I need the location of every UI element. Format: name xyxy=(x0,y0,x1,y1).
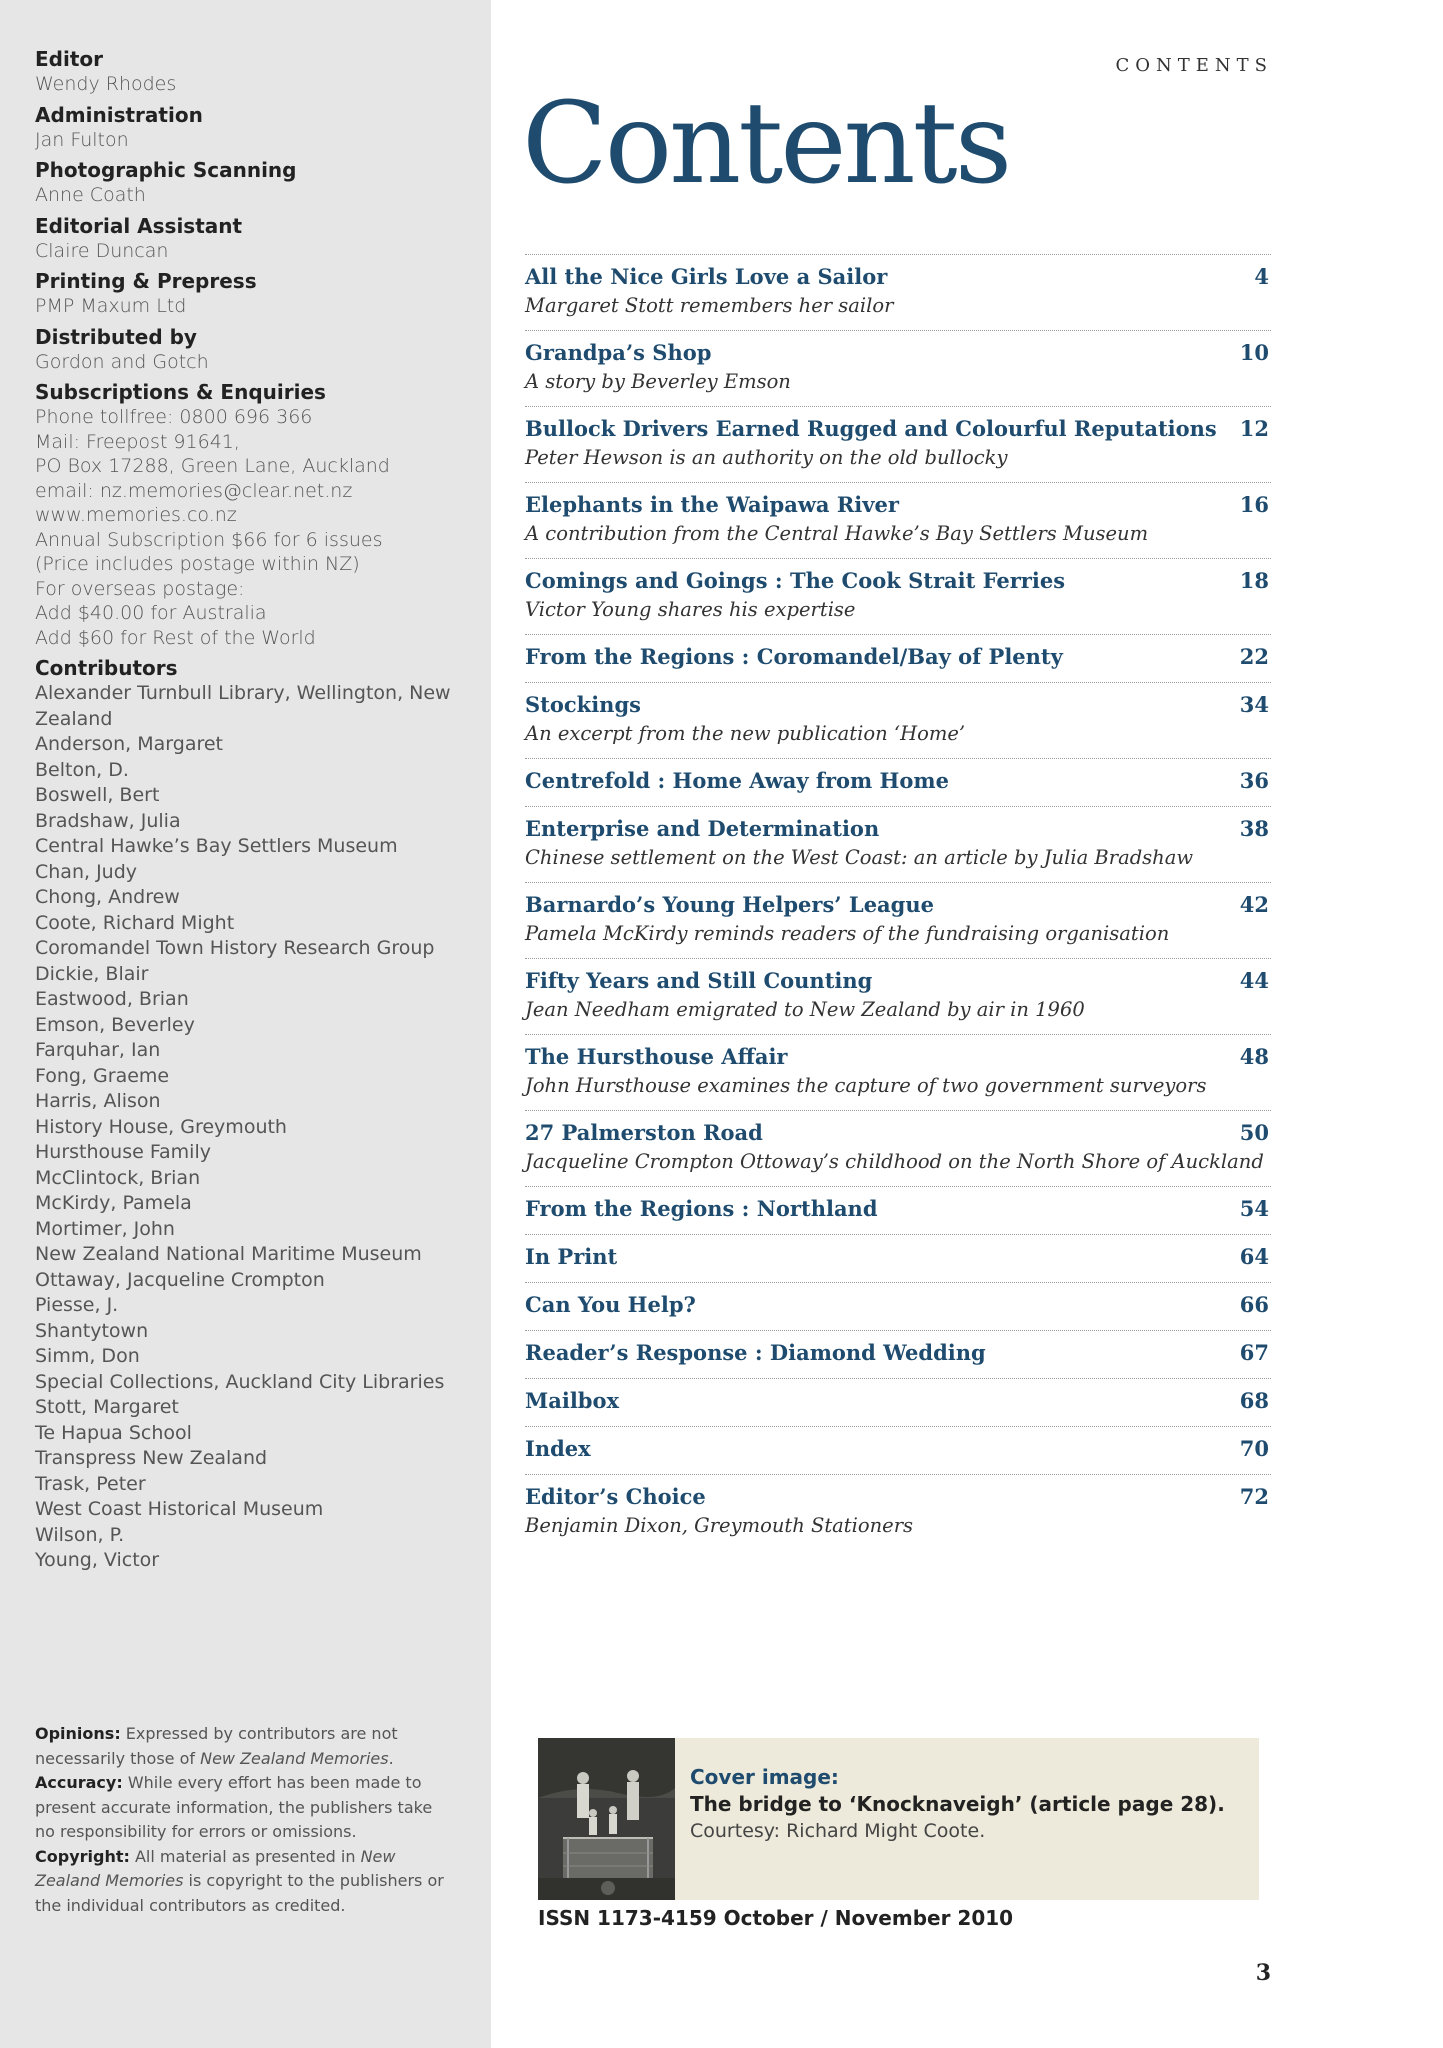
contributor-item: Trask, Peter xyxy=(35,1472,146,1495)
toc-entry-page: 44 xyxy=(1239,968,1269,993)
legal-notes xyxy=(35,1722,445,1918)
credit-value: www.memories.co.nz xyxy=(35,504,237,526)
toc-entry-subtitle: A story by Beverley Emson xyxy=(525,370,791,393)
toc-entry[interactable] xyxy=(525,406,1271,482)
contributor-item: Ottaway, Jacqueline Crompton xyxy=(35,1268,325,1291)
toc-entry[interactable] xyxy=(525,806,1271,882)
toc-entry[interactable] xyxy=(525,1234,1271,1282)
toc-entry-subtitle: Chinese settlement on the West Coast: an article by Julia Bradshaw xyxy=(525,846,1194,869)
credit-role: Photographic Scanning xyxy=(35,158,297,182)
copyright-end: is copyright to the publishers or the individual contributors as credited. xyxy=(35,1871,444,1915)
toc-entry[interactable] xyxy=(525,682,1271,758)
contributor-item: Transpress New Zealand xyxy=(35,1447,268,1469)
contributor-item: Chong, Andrew xyxy=(35,886,180,908)
toc-entry-subtitle: A contribution from the Central Hawke’s Bay Settlers Museum xyxy=(525,522,1149,545)
credit-role: Subscriptions & Enquiries xyxy=(35,380,326,404)
contributor-item: McClintock, Brian xyxy=(35,1166,201,1189)
contributor-item: Coromandel Town History Research Group xyxy=(35,937,435,959)
toc-entry-title: Elephants in the Waipawa River xyxy=(525,492,899,517)
credit-role: Editorial Assistant xyxy=(35,213,243,238)
toc-entry-title: From the Regions : Coromandel/Bay of Plenty xyxy=(525,644,1063,669)
toc-entry-subtitle: Peter Hewson is an authority on the old bullocky xyxy=(525,446,1008,469)
toc-entry[interactable] xyxy=(525,1330,1271,1378)
toc-entry-page: 16 xyxy=(1239,492,1269,517)
credit-value: Jan Fulton xyxy=(35,128,129,151)
credit-block xyxy=(35,325,455,375)
contributor-item: Young, Victor xyxy=(35,1549,160,1571)
contributor-item: Farquhar, Ian xyxy=(35,1039,161,1061)
contributor-item: Hursthouse Family xyxy=(35,1141,211,1163)
opinions-publication: New Zealand Memories xyxy=(200,1748,389,1768)
staff-credits xyxy=(35,47,455,1574)
cover-photo xyxy=(538,1738,675,1900)
toc-entry-subtitle: An excerpt from the new publication ‘Home’ xyxy=(525,722,966,745)
toc-entry[interactable] xyxy=(525,882,1271,958)
contributor-item: Eastwood, Brian xyxy=(35,988,189,1010)
toc-entry-title: Comings and Goings : The Cook Strait Ferries xyxy=(525,568,1066,593)
contributor-item: Emson, Beverley xyxy=(35,1013,195,1036)
section-label: CONTENTS xyxy=(1115,55,1273,76)
contributor-item: Belton, D. xyxy=(35,758,129,781)
toc-entry-subtitle: Benjamin Dixon, Greymouth Stationers xyxy=(525,1514,914,1537)
contributor-item: History House, Greymouth xyxy=(35,1115,287,1138)
toc-entry-subtitle: Victor Young shares his expertise xyxy=(525,598,856,621)
credit-role: Distributed by xyxy=(35,324,197,349)
issn: ISSN 1173-4159 October / November 2010 xyxy=(538,1906,1014,1930)
contributor-item: Bradshaw, Julia xyxy=(35,809,181,832)
toc-entry-page: 34 xyxy=(1239,692,1269,717)
credit-value: Wendy Rhodes xyxy=(35,73,177,95)
toc-entry-page: 22 xyxy=(1239,644,1269,669)
toc-entry[interactable] xyxy=(525,1378,1271,1426)
toc-entry-title: Enterprise and Determination xyxy=(525,816,880,841)
credit-block xyxy=(35,103,455,153)
toc-entry-title: The Hursthouse Affair xyxy=(525,1044,788,1069)
toc-entry[interactable] xyxy=(525,1034,1271,1110)
credit-role: Editor xyxy=(35,47,103,71)
opinions-end: . xyxy=(388,1748,394,1768)
toc-entry[interactable] xyxy=(525,1474,1271,1550)
accuracy-label: Accuracy: xyxy=(35,1773,123,1792)
toc-entry-title: Index xyxy=(525,1436,591,1461)
credit-value: email: nz.memories@clear.net.nz xyxy=(35,479,353,502)
credit-block xyxy=(35,158,455,208)
toc-entry[interactable] xyxy=(525,958,1271,1034)
toc-entry[interactable] xyxy=(525,1186,1271,1234)
toc-entry-title: Reader’s Response : Diamond Wedding xyxy=(525,1340,986,1365)
page-number: 3 xyxy=(1255,1960,1271,1986)
toc-entry-page: 12 xyxy=(1239,416,1269,441)
toc-entry-subtitle: Jacqueline Crompton Ottoway’s childhood on the North Shore of Auckland xyxy=(525,1150,1264,1173)
toc-entry-page: 50 xyxy=(1239,1120,1269,1145)
toc-entry-title: Mailbox xyxy=(525,1388,620,1413)
credit-value: Claire Duncan xyxy=(35,239,169,262)
cover-credit: Courtesy: Richard Might Coote. xyxy=(690,1820,986,1842)
toc-entry-page: 70 xyxy=(1239,1436,1269,1461)
toc-entry-page: 36 xyxy=(1239,768,1269,793)
toc-entry-page: 54 xyxy=(1239,1196,1269,1221)
toc-entry-title: Bullock Drivers Earned Rugged and Colourful Reputations xyxy=(525,416,1217,441)
cover-photo-illustration xyxy=(538,1738,675,1900)
toc-entry-title: Editor’s Choice xyxy=(525,1484,706,1509)
credit-value: Annual Subscription $66 for 6 issues xyxy=(35,528,383,551)
toc-entry-page: 66 xyxy=(1239,1292,1269,1317)
copyright-publication: New Zealand Memories xyxy=(35,1846,396,1890)
table-of-contents xyxy=(525,254,1271,1550)
credit-block xyxy=(35,269,455,319)
toc-entry-page: 68 xyxy=(1239,1388,1269,1413)
cover-label: Cover image: xyxy=(690,1765,839,1789)
credit-value: Mail: Freepost 91641, xyxy=(35,430,240,453)
contributor-item: Boswell, Bert xyxy=(35,784,160,806)
toc-entry-page: 10 xyxy=(1239,340,1269,365)
accuracy-text: While every effort has been made to present accurate information, the publishers take no responsibility for errors or omissions. xyxy=(35,1773,433,1841)
toc-entry-subtitle: Margaret Stott remembers her sailor xyxy=(525,294,894,317)
toc-entry-page: 38 xyxy=(1239,816,1269,841)
credit-value: PO Box 17288, Green Lane, Auckland xyxy=(35,455,390,477)
contributor-item: Alexander Turnbull Library, Wellington, New Zealand xyxy=(35,682,451,730)
credit-value: PMP Maxum Ltd xyxy=(35,295,187,317)
toc-entry[interactable] xyxy=(525,1282,1271,1330)
toc-entry-title: Stockings xyxy=(525,692,641,717)
toc-entry-page: 64 xyxy=(1239,1244,1269,1269)
toc-entry[interactable] xyxy=(525,1110,1271,1186)
credit-value: Anne Coath xyxy=(35,184,146,206)
toc-entry-title: Fifty Years and Still Counting xyxy=(525,968,873,993)
toc-entry-title: All the Nice Girls Love a Sailor xyxy=(525,264,888,289)
toc-entry-page: 48 xyxy=(1239,1044,1269,1069)
credit-block xyxy=(35,214,455,264)
contributor-item: West Coast Historical Museum xyxy=(35,1498,324,1520)
contributor-item: Coote, Richard Might xyxy=(35,911,235,934)
credit-value: (Price includes postage within NZ) xyxy=(35,553,360,575)
contributor-item: Central Hawke’s Bay Settlers Museum xyxy=(35,835,398,857)
contributor-item: Shantytown xyxy=(35,1319,149,1342)
toc-entry[interactable] xyxy=(525,482,1271,558)
contributor-item: Chan, Judy xyxy=(35,860,138,883)
toc-entry-subtitle: Pamela McKirdy reminds readers of the fundraising organisation xyxy=(525,922,1170,945)
contributor-item: Piesse, J. xyxy=(35,1294,119,1316)
contributor-item: New Zealand National Maritime Museum xyxy=(35,1243,422,1265)
toc-entry[interactable] xyxy=(525,634,1271,682)
toc-entry[interactable] xyxy=(525,758,1271,806)
credit-value: For overseas postage: xyxy=(35,577,245,600)
contributor-item: Anderson, Margaret xyxy=(35,733,223,755)
cover-caption: The bridge to ‘Knocknaveigh’ (article page 28). xyxy=(690,1792,1225,1816)
toc-entry-page: 4 xyxy=(1254,264,1269,289)
contributors-list xyxy=(35,681,455,1574)
toc-entry-title: Grandpa’s Shop xyxy=(525,340,712,365)
toc-entry[interactable] xyxy=(525,1426,1271,1474)
toc-entry-subtitle: Jean Needham emigrated to New Zealand by air in 1960 xyxy=(525,998,1085,1021)
sidebar xyxy=(0,0,491,2048)
toc-entry[interactable] xyxy=(525,330,1271,406)
credit-value: Add $40.00 for Australia xyxy=(35,602,267,624)
opinions-label: Opinions: xyxy=(35,1724,121,1743)
toc-entry[interactable] xyxy=(525,558,1271,634)
credit-value: Add $60 for Rest of the World xyxy=(35,626,316,649)
contributor-item: Mortimer, John xyxy=(35,1217,175,1240)
toc-entry-title: Barnardo’s Young Helpers’ League xyxy=(525,892,934,917)
credit-value: Phone tollfree: 0800 696 366 xyxy=(35,406,313,428)
toc-entry-title: Can You Help? xyxy=(525,1292,696,1317)
page-title: Contents xyxy=(522,79,1010,209)
credit-block xyxy=(35,47,455,97)
contributor-item: Te Hapua School xyxy=(35,1421,192,1444)
toc-entry-page: 72 xyxy=(1239,1484,1269,1509)
credit-role: Administration xyxy=(35,102,203,127)
copyright-text: All material as presented in xyxy=(129,1846,361,1866)
credit-block xyxy=(35,380,455,650)
toc-entry-subtitle: John Hursthouse examines the capture of two government surveyors xyxy=(525,1074,1207,1097)
copyright-label: Copyright: xyxy=(35,1846,130,1866)
toc-entry-title: In Print xyxy=(525,1244,618,1269)
toc-entry-title: 27 Palmerston Road xyxy=(525,1120,763,1145)
contributors-heading: Contributors xyxy=(35,656,178,680)
contributor-item: Fong, Graeme xyxy=(35,1064,170,1087)
toc-entry-title: Centrefold : Home Away from Home xyxy=(525,768,949,793)
contributor-item: Simm, Don xyxy=(35,1345,140,1367)
toc-entry-page: 67 xyxy=(1239,1340,1269,1365)
contributor-item: Harris, Alison xyxy=(35,1090,161,1112)
opinions-text: Expressed by contributors are not necessarily those of xyxy=(35,1724,398,1768)
toc-entry[interactable] xyxy=(525,254,1271,330)
toc-entry-page: 18 xyxy=(1239,568,1269,593)
toc-entry-title: From the Regions : Northland xyxy=(525,1196,878,1221)
credit-value: Gordon and Gotch xyxy=(35,350,209,373)
contributor-item: Wilson, P. xyxy=(35,1523,125,1546)
credit-role: Printing & Prepress xyxy=(35,269,257,293)
contributor-item: Dickie, Blair xyxy=(35,962,149,985)
contributor-item: McKirdy, Pamela xyxy=(35,1192,192,1214)
contributor-item: Special Collections, Auckland City Libraries xyxy=(35,1370,445,1393)
cover-image-box xyxy=(538,1738,1259,1900)
toc-entry-page: 42 xyxy=(1239,892,1269,917)
contributor-item: Stott, Margaret xyxy=(35,1396,179,1418)
